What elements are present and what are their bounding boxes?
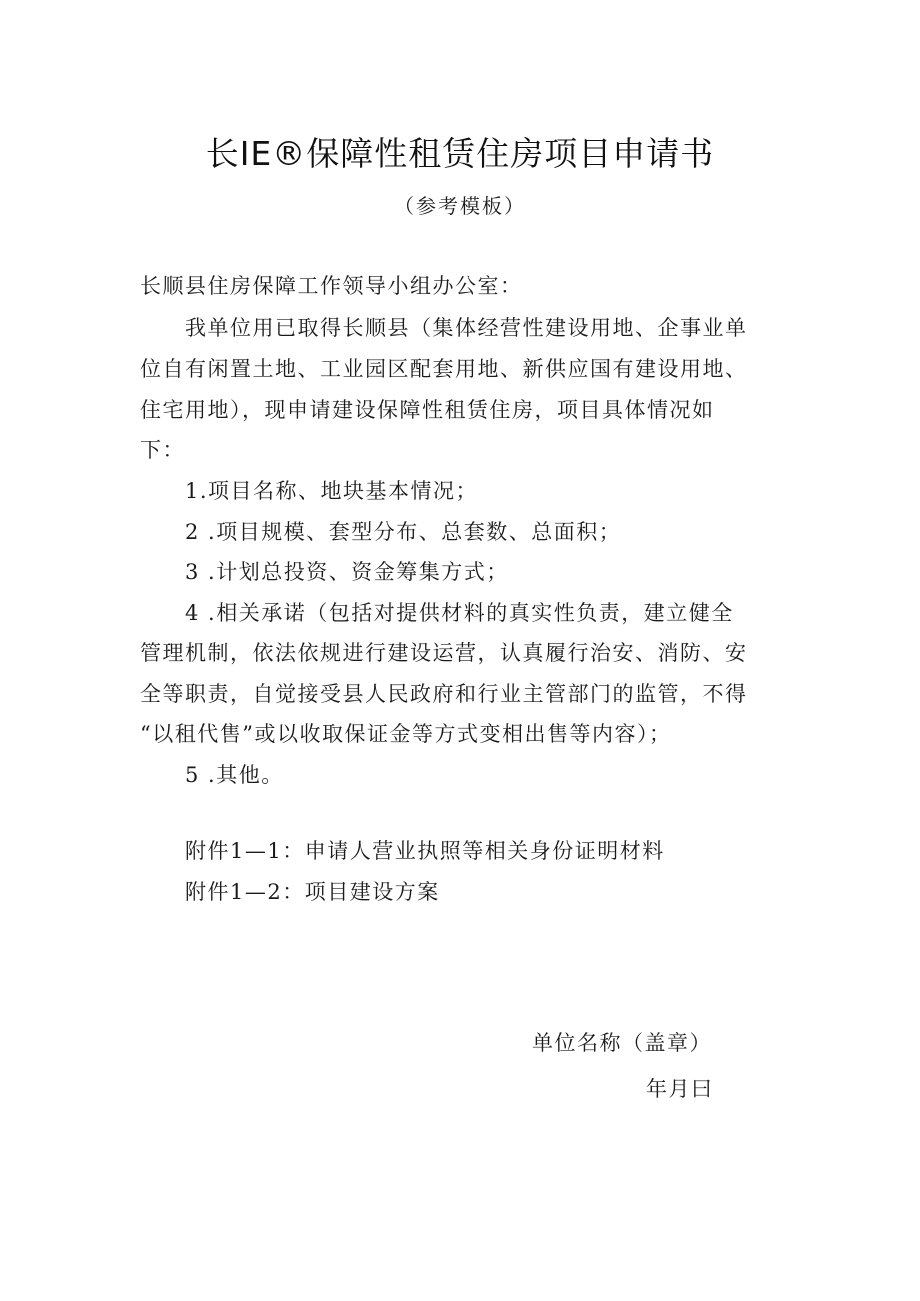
attachment-line: 附件1—1：申请人营业执照等相关身份证明材料 [185,839,665,863]
list-item: 4 .相关承诺（包括对提供材料的真实性负责，建立健全 [185,601,734,625]
intro-line: 位自有闲置土地、工业园区配套用地、新供应国有建设用地、 [140,357,748,381]
intro-line: 住宅用地），现申请建设保障性租赁住房，项目具体情况如 [140,398,715,422]
list-item: 1.项目名称、地块基本情况； [185,479,479,503]
intro-line: 我单位用已取得长顺县（集体经营性建设用地、企事业单 [185,316,748,340]
addressee: 长顺县住房保障工作领导小组办公室： [140,274,523,298]
signature-date: 年月曰 [646,1077,714,1101]
intro-line: 下： [140,438,185,462]
list-item: 5 .其他。 [185,763,284,787]
document-title: 长IE®保障性租赁住房项目申请书 [205,134,715,173]
list-item-continuation: “以租代售”或以收取保证金等方式变相出售等内容）； [140,722,672,746]
attachment-line: 附件1—2：项目建设方案 [185,880,440,904]
list-item: 3 .计划总投资、资金筹集方式； [185,560,509,584]
list-item-continuation: 全等职责，自觉接受县人民政府和行业主管部门的监管，不得 [140,682,748,706]
signature-unit-name: 单位名称（盖章） [532,1031,712,1055]
document-subtitle: （参考模板） [394,194,526,218]
list-item: 2 .项目规模、套型分布、总套数、总面积； [185,520,622,544]
list-item-continuation: 管理机制，依法依规进行建设运营，认真履行治安、消防、安 [140,641,748,665]
